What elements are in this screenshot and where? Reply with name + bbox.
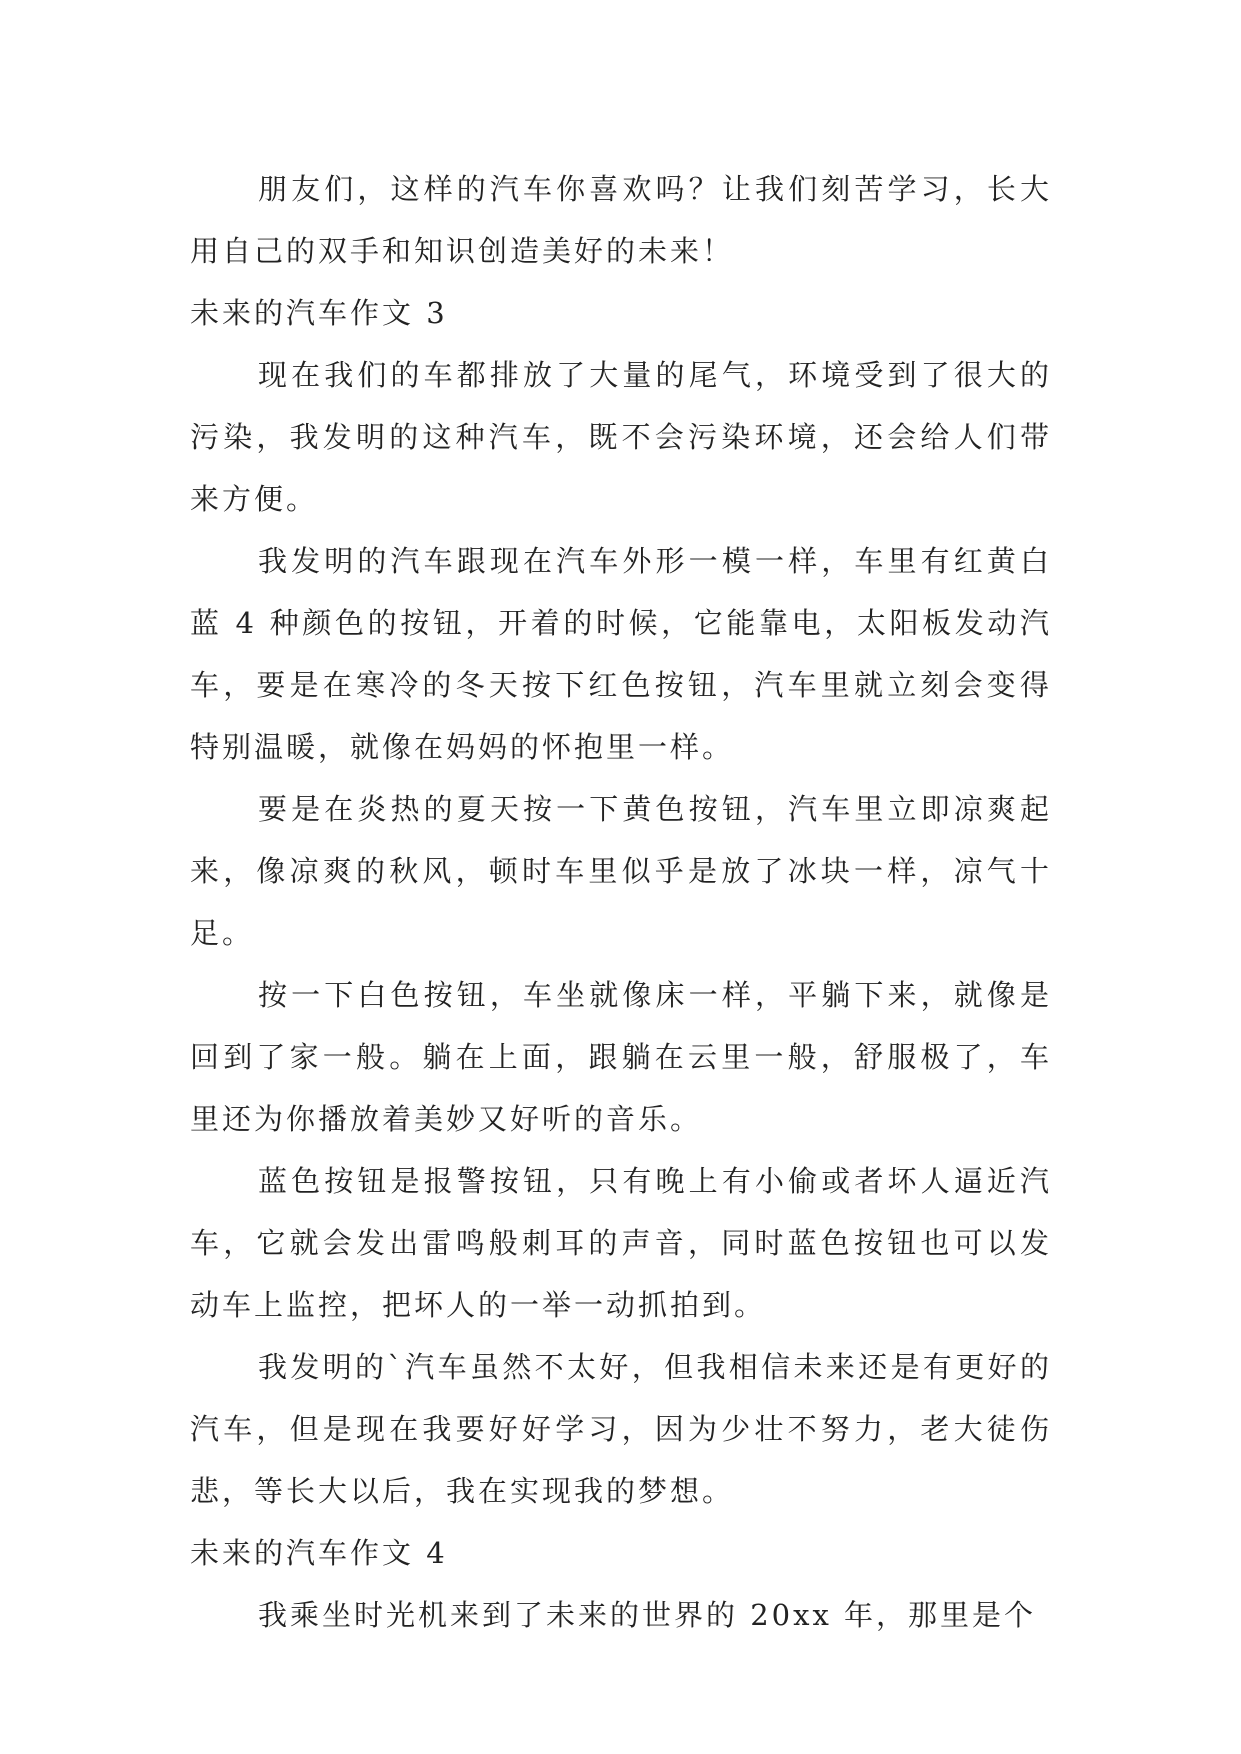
section-heading: 未来的汽车作文 3 [190, 296, 448, 330]
section-heading: 未来的汽车作文 4 [190, 1536, 448, 1570]
paragraph: 按一下白色按钮，车坐就像床一样，平躺下来，就像是回到了家一般。躺在上面，跟躺在云里一般，舒服极了，车里还为你播放着美妙又好听的音乐。 [190, 978, 1052, 1136]
paragraph: 要是在炎热的夏天按一下黄色按钮，汽车里立即凉爽起来，像凉爽的秋风，顿时车里似乎是放了冰块一样，凉气十足。 [190, 792, 1052, 950]
paragraph: 蓝色按钮是报警按钮，只有晚上有小偷或者坏人逼近汽车，它就会发出雷鸣般刺耳的声音，同时蓝色按钮也可以发动车上监控，把坏人的一举一动抓拍到。 [190, 1164, 1052, 1322]
paragraph: 朋友们，这样的汽车你喜欢吗？让我们刻苦学习，长大用自己的双手和知识创造美好的未来！ [190, 172, 1052, 268]
paragraph: 我发明的`汽车虽然不太好，但我相信未来还是有更好的汽车，但是现在我要好好学习，因为少壮不努力，老大徒伤悲，等长大以后，我在实现我的梦想。 [190, 1350, 1052, 1508]
paragraph: 现在我们的车都排放了大量的尾气，环境受到了很大的污染，我发明的这种汽车，既不会污染环境，还会给人们带来方便。 [190, 358, 1052, 516]
paragraph: 我乘坐时光机来到了未来的世界的 20xx 年，那里是个 [258, 1598, 1037, 1632]
paragraph: 我发明的汽车跟现在汽车外形一模一样，车里有红黄白蓝 4 种颜色的按钮，开着的时候，它能靠电，太阳板发动汽车，要是在寒冷的冬天按下红色按钮，汽车里就立刻会变得特别温暖，就像在妈妈的怀抱里一样。 [190, 544, 1052, 764]
document-page [190, 158, 1052, 1646]
